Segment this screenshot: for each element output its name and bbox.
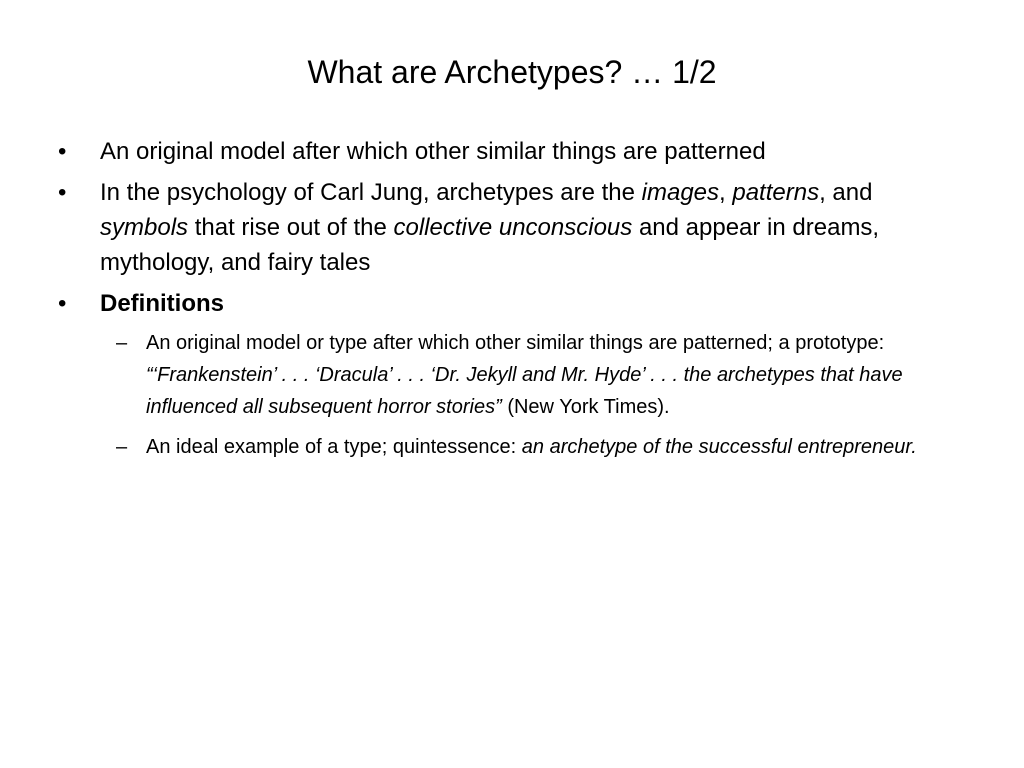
definition-source: (New York Times). bbox=[501, 396, 670, 418]
bullet-text-part: that rise out of the bbox=[188, 214, 394, 241]
bullet-text-part: In the psychology of Carl Jung, archetypes are the bbox=[100, 179, 642, 206]
bullet-marker: • bbox=[58, 179, 67, 206]
bullet-text: An original model after which other similar things are patterned bbox=[100, 138, 766, 165]
bullet-text-part: , bbox=[719, 179, 733, 206]
bullet-item-definitions bbox=[58, 286, 960, 321]
bullet-text-part: and appear in dreams, mythology, and fairy tales bbox=[100, 214, 880, 276]
dash-marker: – bbox=[116, 436, 128, 458]
definition-example: an archetype of the successful entrepreneur. bbox=[521, 436, 917, 458]
emphasis-images: images bbox=[641, 179, 720, 206]
emphasis-collective-unconscious: collective unconscious bbox=[393, 214, 633, 241]
definition-item-prototype bbox=[116, 327, 966, 423]
bullet-marker: • bbox=[58, 290, 67, 317]
dash-marker: – bbox=[116, 332, 128, 354]
bullet-text-part: , and bbox=[819, 179, 873, 206]
slide-title: What are Archetypes? … 1/2 bbox=[307, 54, 717, 90]
definition-text: An original model or type after which other similar things are patterned; a prototype: bbox=[146, 332, 885, 354]
bullet-item-original-model bbox=[58, 134, 960, 169]
definition-quote: “‘Frankenstein’ . . . ‘Dracula’ . . . ‘Dr. Jekyll and Mr. Hyde’ . . . the archetypes that have influenced all subsequent horror stories” bbox=[146, 364, 903, 418]
emphasis-symbols: symbols bbox=[100, 214, 189, 241]
bullet-marker: • bbox=[58, 138, 67, 165]
definitions-heading: Definitions bbox=[100, 290, 224, 317]
emphasis-patterns: patterns bbox=[732, 179, 820, 206]
definition-text: An ideal example of a type; quintessence: bbox=[146, 436, 522, 458]
slide-body bbox=[0, 134, 1024, 471]
bullet-item-jung bbox=[58, 175, 960, 280]
definition-item-ideal-example bbox=[116, 431, 966, 463]
